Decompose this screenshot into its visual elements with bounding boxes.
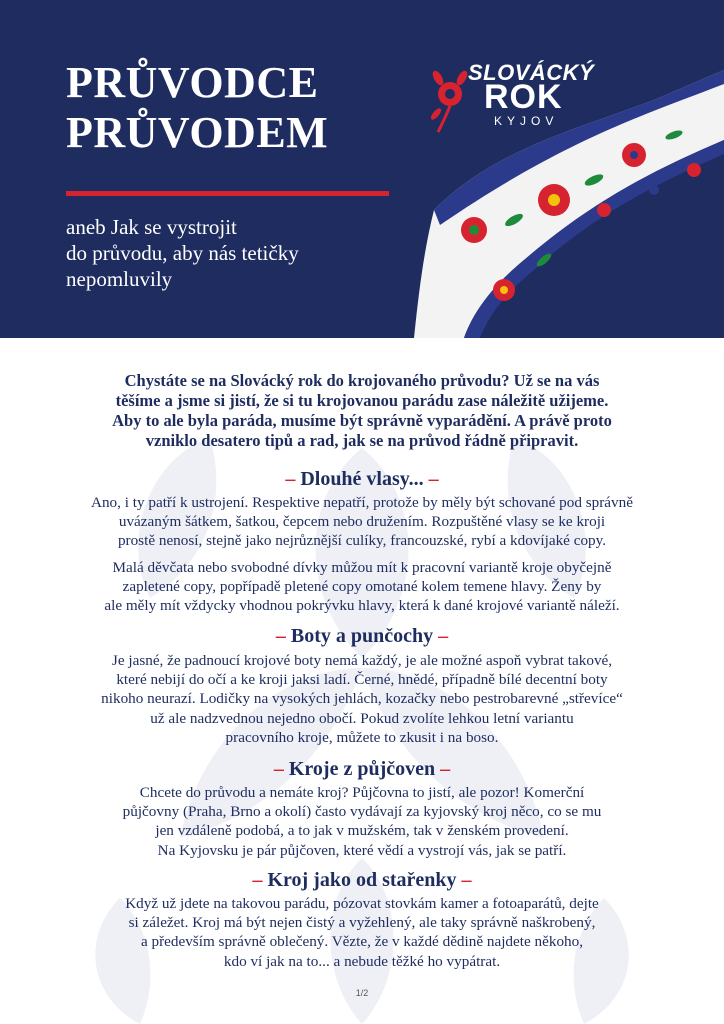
logo-text-slovacky: SLOVÁCKÝ: [468, 60, 595, 85]
section-heading-text: Kroj jako od stařenky: [267, 869, 457, 891]
logo-text-kyjov: KYJOV: [494, 114, 559, 128]
section-paragraph: [40, 783, 684, 860]
section-heading-text: Dlouhé vlasy...: [300, 468, 424, 490]
logo-text-rok: ROK: [484, 78, 563, 116]
paragraph-line: Malá děvčata nebo svobodné dívky můžou mít k pracovní variantě kroje obyčejně: [112, 559, 612, 576]
paragraph-line: půjčovny (Praha, Brno a okolí) často vydávají za kyjovský kroj něco, co se mu: [122, 803, 602, 821]
section-paragraph: [40, 894, 684, 971]
title-underline: [66, 191, 389, 196]
paragraph-line: pracovního kroje, můžete to zkusit i na boso.: [225, 728, 499, 746]
title-line-2: PRŮVODEM: [66, 108, 329, 157]
heading-dash: –: [252, 869, 263, 891]
subtitle-line-3: nepomluvily: [66, 267, 173, 291]
logo-flower-icon: [428, 64, 472, 134]
paragraph-line: nikoho neurazí. Lodičky na vysokých jehlách, kozačky nebo pestrobarevné „střevíce“: [101, 690, 623, 708]
heading-dash: –: [440, 758, 451, 780]
intro-line: Chystáte se na Slovácký rok do krojovaného průvodu? Už se na vás: [124, 371, 600, 390]
slovacky-rok-logo: [428, 58, 595, 138]
paragraph-line: Je jasné, že padnoucí krojové boty nemá každý, je ale možné aspoň vybrat takové,: [111, 652, 613, 669]
section-heading-kroje-z-pujcoven: [0, 757, 724, 781]
section-paragraph: [40, 558, 684, 616]
section-paragraph: [40, 493, 684, 551]
page-title: [66, 58, 328, 158]
section-paragraph: [40, 651, 684, 747]
intro-paragraph: [60, 371, 664, 451]
section-heading-boty-a-puncochy: [0, 624, 724, 648]
section-heading-text: Boty a punčochy: [290, 625, 434, 647]
subtitle-line-2: do průvodu, aby nás tetičky: [66, 241, 299, 265]
paragraph-line: kdo ví jak na to... a nebude těžké ho vypátrat.: [223, 952, 501, 970]
heading-dash: –: [275, 625, 286, 647]
paragraph-line: ale měly mít vždycky vhodnou pokrývku hlavy, která k dané krojové variantě náleží.: [104, 597, 620, 615]
section-heading-kroj-jako-od-starenky: [0, 868, 724, 892]
subtitle-line-1: aneb Jak se vystrojit: [66, 215, 237, 239]
section-heading-dlouhe-vlasy: [0, 467, 724, 491]
paragraph-line: Ano, i ty patří k ustrojení. Respektive nepatří, protože by měly být schované pod správně: [91, 494, 633, 511]
subtitle: [66, 214, 406, 292]
content-area: [0, 338, 724, 1024]
heading-dash: –: [273, 758, 284, 780]
intro-line: těšíme a jsme si jistí, že si tu krojovanou parádu zase náležitě užijeme.: [115, 391, 609, 410]
paragraph-line: si záležet. Kroj má být nejen čistý a vyžehlený, ale taky správně naškrobený,: [128, 914, 596, 932]
intro-line: vzniklo desatero tipů a rad, jak se na průvod řádně připravit.: [145, 431, 579, 450]
paragraph-line: Chcete do průvodu a nemáte kroj? Půjčovna to jistí, ale pozor! Komerční: [139, 784, 585, 801]
heading-dash: –: [428, 468, 439, 490]
header-banner: [0, 0, 724, 338]
heading-dash: –: [461, 869, 472, 891]
paragraph-line: a především správně oblečený. Vězte, že v každé dědině najdete někoho,: [140, 933, 584, 951]
intro-line: Aby to ale byla paráda, musíme být správně vyparádění. A právě proto: [112, 411, 612, 430]
section-heading-text: Kroje z půjčoven: [288, 758, 436, 780]
paragraph-line: zapletené copy, popřípadě pletené copy omotané kolem temene hlavy. Ženy by: [122, 578, 602, 596]
page-number: 1/2: [355, 988, 369, 998]
paragraph-line: prostě nenosí, stejně jako nejrůznější culíky, francouzské, rybí a kdovíjaké copy.: [117, 532, 607, 550]
paragraph-line: už ale nadzvednou nejedno obočí. Pokud zvolíte lehkou letní variantu: [150, 709, 574, 727]
heading-dash: –: [438, 625, 449, 647]
paragraph-line: Když už jdete na takovou parádu, pózovat stovkám kamer a fotoaparátů, dejte: [125, 895, 599, 912]
title-line-1: PRŮVODCE: [66, 58, 319, 107]
paragraph-line: které nebijí do očí a ke kroji jaksi ladí. Černé, hnědé, případně bílé decentní boty: [116, 671, 608, 689]
paragraph-line: Na Kyjovsku je pár půjčoven, které vědí a vystrojí vás, jak se patří.: [157, 841, 567, 859]
heading-dash: –: [285, 468, 296, 490]
paragraph-line: uvázaným šátkem, šatkou, čepcem nebo družením. Rozpuštěné vlasy se ke kroji: [118, 513, 606, 531]
paragraph-line: jen vzdáleně podobá, a to jak v mužském, tak v ženském provedení.: [155, 822, 569, 840]
